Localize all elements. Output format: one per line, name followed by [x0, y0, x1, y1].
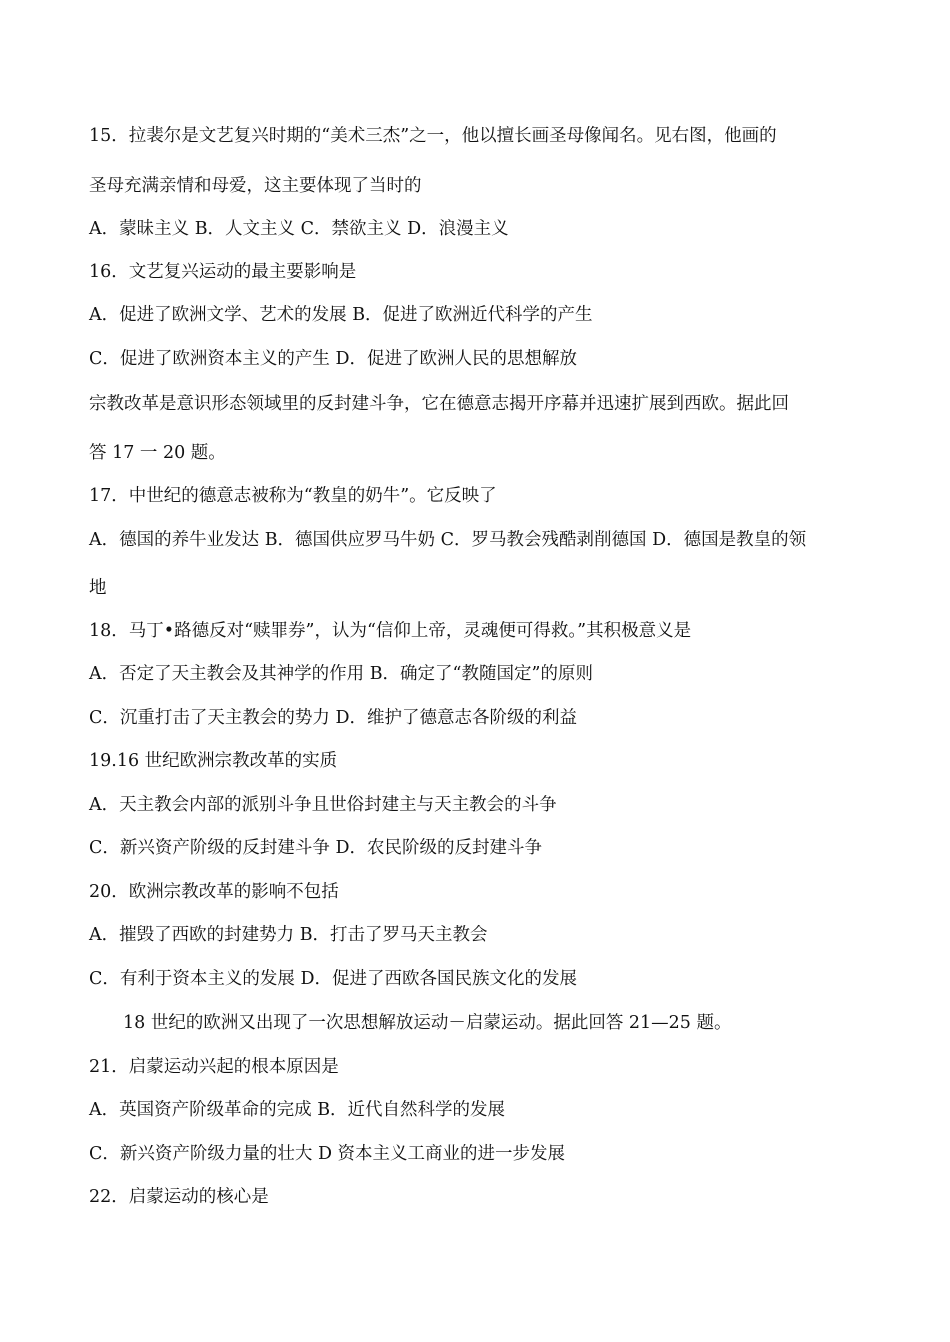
question-16-options-cd: C．促进了欧洲资本主义的产生 D．促进了欧洲人民的思想解放: [89, 349, 577, 369]
question-17-stem: 17．中世纪的德意志被称为“教皇的奶牛”。它反映了: [89, 486, 497, 506]
question-21-options-cd: C．新兴资产阶级力量的壮大 D 资本主义工商业的进一步发展: [89, 1144, 566, 1164]
question-20-options-ab: A．摧毁了西欧的封建势力 B．打击了罗马天主教会: [89, 925, 488, 945]
question-16-stem: 16．文艺复兴运动的最主要影响是: [89, 262, 357, 282]
question-15-stem-line-2: 圣母充满亲情和母爱，这主要体现了当时的: [89, 176, 422, 196]
passage-reformation-line-1: 宗教改革是意识形态领域里的反封建斗争，它在德意志揭开序幕并迅速扩展到西欧。据此回: [89, 394, 789, 414]
question-21-options-ab: A．英国资产阶级革命的完成 B．近代自然科学的发展: [89, 1100, 506, 1120]
question-18-options-ab: A．否定了天主教会及其神学的作用 B．确定了“教随国定”的原则: [89, 664, 593, 684]
question-17-options-line-1: A．德国的养牛业发达 B．德国供应罗马牛奶 C．罗马教会残酷剥削德国 D．德国是教皇的领: [89, 530, 807, 550]
question-19-stem: 19.16 世纪欧洲宗教改革的实质: [89, 751, 338, 771]
question-21-stem: 21．启蒙运动兴起的根本原因是: [89, 1057, 339, 1077]
question-15-stem-line-1: 15．拉裴尔是文艺复兴时期的“美术三杰”之一，他以擅长画圣母像闻名。见右图，他画的: [89, 126, 777, 146]
question-19-options-ab: A．天主教会内部的派别斗争且世俗封建主与天主教会的斗争: [89, 795, 557, 815]
passage-enlightenment: 18 世纪的欧洲又出现了一次思想解放运动－启蒙运动。据此回答 21—25 题。: [123, 1013, 732, 1033]
question-18-options-cd: C．沉重打击了天主教会的势力 D．维护了德意志各阶级的利益: [89, 708, 577, 728]
question-16-options-ab: A．促进了欧洲文学、艺术的发展 B．促进了欧洲近代科学的产生: [89, 305, 593, 325]
question-20-options-cd: C．有利于资本主义的发展 D．促进了西欧各国民族文化的发展: [89, 969, 577, 989]
question-20-stem: 20．欧洲宗教改革的影响不包括: [89, 882, 339, 902]
question-19-options-cd: C．新兴资产阶级的反封建斗争 D．农民阶级的反封建斗争: [89, 838, 542, 858]
question-17-options-line-2: 地: [89, 578, 107, 598]
question-18-stem: 18．马丁•路德反对“赎罪券”，认为“信仰上帝，灵魂便可得救。”其积极意义是: [89, 621, 692, 641]
question-22-stem: 22．启蒙运动的核心是: [89, 1187, 269, 1207]
question-15-options: A．蒙昧主义 B．人文主义 C．禁欲主义 D．浪漫主义: [89, 219, 509, 239]
passage-reformation-line-2: 答 17 一 20 题。: [89, 443, 226, 463]
